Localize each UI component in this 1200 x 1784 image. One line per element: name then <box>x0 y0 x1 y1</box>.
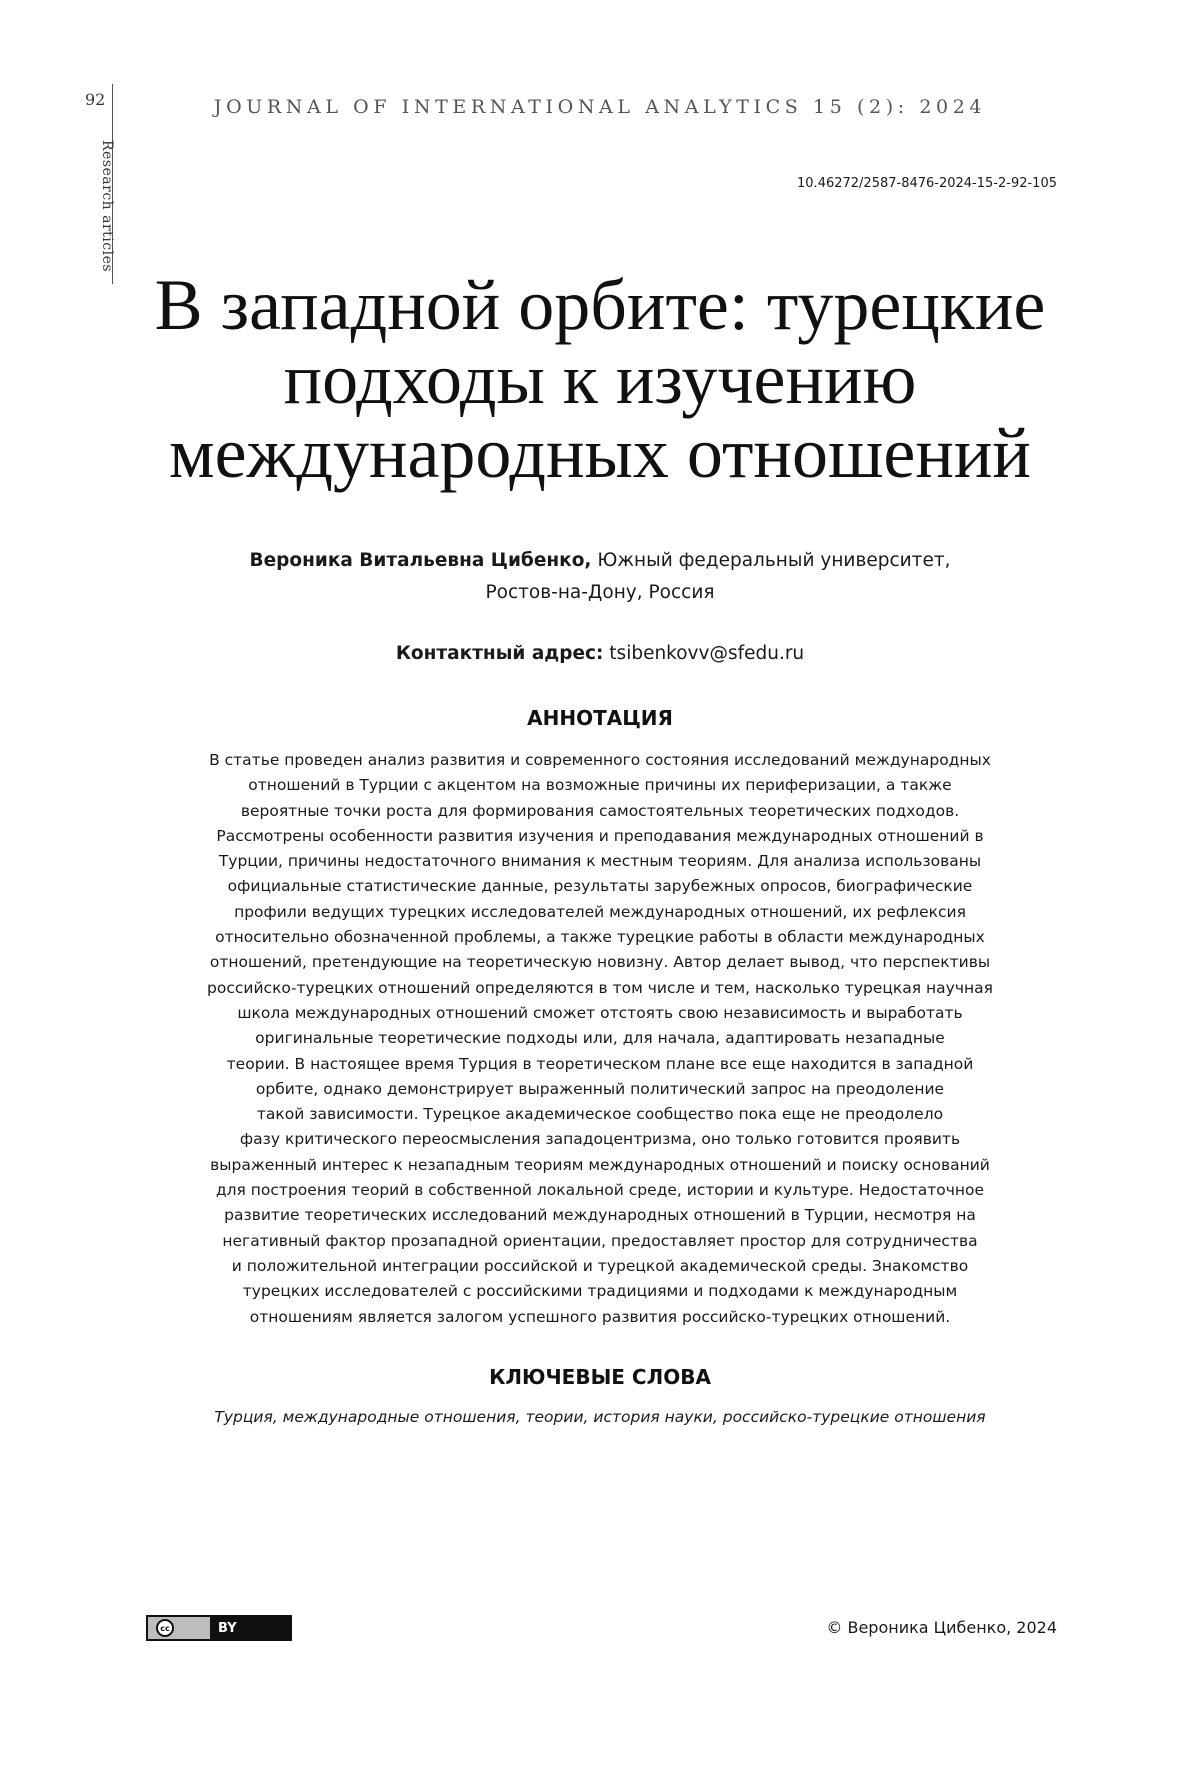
abstract-line: оригинальные теоретические подходы или, для начала, адаптировать незападные <box>255 1029 945 1048</box>
author-affiliation: Южный федеральный университет, <box>597 550 951 571</box>
abstract-line: отношениям является залогом успешного развития российско-турецких отношений. <box>249 1307 951 1326</box>
abstract-line: развитие теоретических исследований международных отношений в Турции, несмотря на <box>224 1206 976 1225</box>
abstract-line: относительно обозначенной проблемы, а также турецкие работы в области международных <box>215 928 985 947</box>
journal-header: JOURNAL OF INTERNATIONAL ANALYTICS 15 (2): 2024 <box>213 96 987 118</box>
contact-email[interactable]: tsibenkovv@sfedu.ru <box>609 643 805 664</box>
contact-label: Контактный адрес: <box>395 643 604 664</box>
abstract-line: турецких исследователей с российскими традициями и подходами к международным <box>242 1282 958 1301</box>
title-line: В западной орбите: турецкие <box>154 265 1046 345</box>
article-title <box>130 265 1070 493</box>
abstract-line: профили ведущих турецких исследователей международных отношений, их рефлексия <box>234 902 966 921</box>
abstract-heading: АННОТАЦИЯ <box>527 706 673 730</box>
abstract-line: отношений в Турции с акцентом на возможные причины их периферизации, а также <box>248 776 952 795</box>
creative-commons-icon: cc <box>156 1619 174 1637</box>
abstract-line: теории. В настоящее время Турция в теоретическом плане все еще находится в западной <box>226 1054 974 1073</box>
abstract-line: такой зависимости. Турецкое академическое сообщество пока еще не преодолело <box>256 1105 944 1124</box>
abstract-line: для построения теорий в собственной локальной среде, истории и культуре. Недостаточное <box>215 1181 985 1200</box>
doi[interactable]: 10.46272/2587-8476-2024-15-2-92-105 <box>797 176 1057 191</box>
license-by-label: BY <box>210 1617 290 1639</box>
keywords-heading: КЛЮЧЕВЫЕ СЛОВА <box>489 1365 711 1389</box>
author-name: Вероника Витальевна Цибенко, <box>249 550 592 571</box>
title-line: подходы к изучению <box>283 339 917 419</box>
page-number: 92 <box>85 90 106 109</box>
cc-by-license-badge[interactable] <box>146 1615 292 1641</box>
abstract-line: Рассмотрены особенности развития изучения и преподавания международных отношений в <box>216 826 984 845</box>
abstract-line: негативный фактор прозападной ориентации, предоставляет простор для сотрудничества <box>222 1231 978 1250</box>
section-label: Research articles <box>99 140 115 273</box>
title-line: международных отношений <box>169 413 1031 493</box>
keywords: Турция, международные отношения, теории, история науки, российско-турецкие отношения <box>214 1408 986 1426</box>
abstract-line: фазу критического переосмысления западоцентризма, оно только готовится проявить <box>239 1130 961 1149</box>
abstract-line: орбите, однако демонстрирует выраженный политический запрос на преодоление <box>255 1079 945 1098</box>
abstract-line: школа международных отношений сможет отстоять свою независимость и выработать <box>237 1003 963 1022</box>
abstract-line: вероятные точки роста для формирования самостоятельных теоретических подходов. <box>240 801 960 820</box>
abstract-line: и положительной интеграции российской и турецкой академической среды. Знакомство <box>231 1256 969 1275</box>
abstract-line: официальные статистические данные, результаты зарубежных опросов, биографические <box>227 877 973 896</box>
abstract-line: отношений, претендующие на теоретическую новизну. Автор делает вывод, что перспективы <box>209 953 991 972</box>
license-badge-left <box>148 1617 210 1639</box>
abstract-text <box>160 748 1040 1330</box>
abstract-line: В статье проведен анализ развития и современного состояния исследований международных <box>209 751 991 769</box>
contact-line <box>160 643 1040 664</box>
author-location: Ростов-на-Дону, Россия <box>485 582 715 603</box>
author-block <box>160 545 1040 609</box>
abstract-line: Турции, причины недостаточного внимания к местным теориям. Для анализа использованы <box>218 852 982 871</box>
abstract-line: выраженный интерес к незападным теориям международных отношений и поиску оснований <box>210 1155 990 1174</box>
copyright: © Вероника Цибенко, 2024 <box>826 1618 1057 1637</box>
abstract-line: российско-турецких отношений определяются в том числе и тем, насколько турецкая научная <box>207 978 993 997</box>
